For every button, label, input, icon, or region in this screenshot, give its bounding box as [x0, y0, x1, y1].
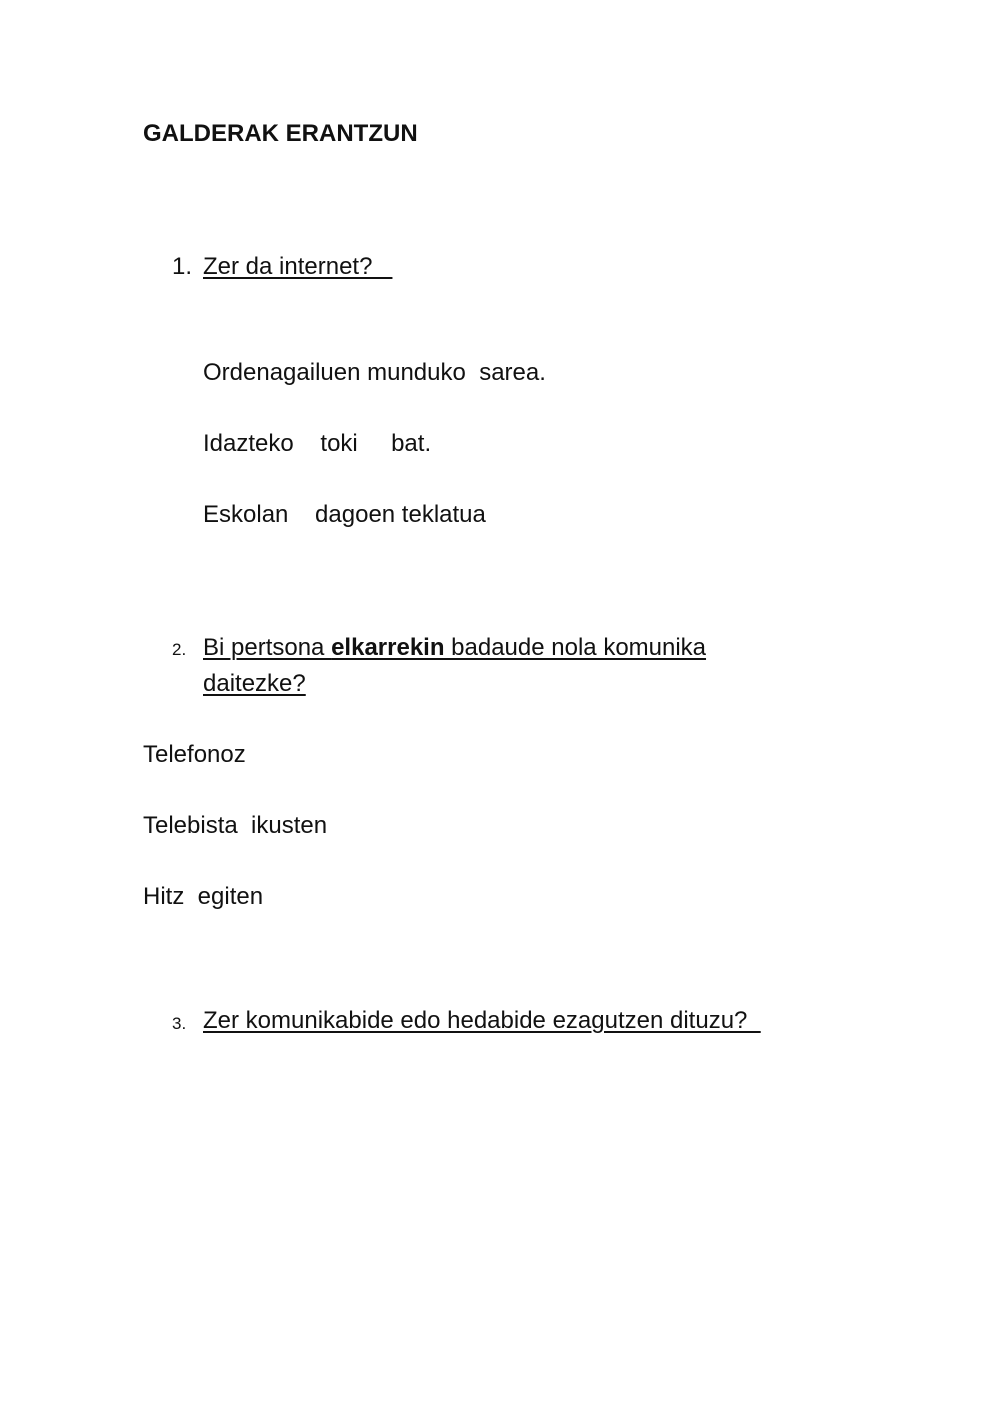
question-2-text-line2: daitezke? [203, 670, 306, 697]
question-3-number: 3. [172, 1014, 187, 1033]
question-2-text-end: badaude nola komunika [444, 634, 707, 661]
question-2-option-2[interactable]: Telebista ikusten [143, 812, 328, 839]
question-2-option-1[interactable]: Telefonoz [143, 741, 246, 768]
question-2-text [203, 634, 706, 662]
question-1-option-1[interactable]: Ordenagailuen munduko sarea. [203, 359, 546, 386]
question-1-text: Zer da internet?_ [203, 253, 393, 280]
question-1-option-2[interactable]: Idazteko toki bat. [203, 430, 432, 457]
question-2-option-3[interactable]: Hitz egiten [143, 883, 264, 910]
page-title: GALDERAK ERANTZUN [143, 120, 418, 147]
question-2-number: 2. [172, 640, 187, 659]
question-2-text-start: Bi pertsona [203, 634, 332, 661]
question-2-text-bold: elkarrekin [331, 634, 445, 661]
question-3-text: Zer komunikabide edo hedabide ezagutzen dituzu? [203, 1007, 761, 1034]
question-1-option-3[interactable]: Eskolan dagoen teklatua [203, 501, 486, 528]
question-1-number: 1. [172, 253, 193, 280]
